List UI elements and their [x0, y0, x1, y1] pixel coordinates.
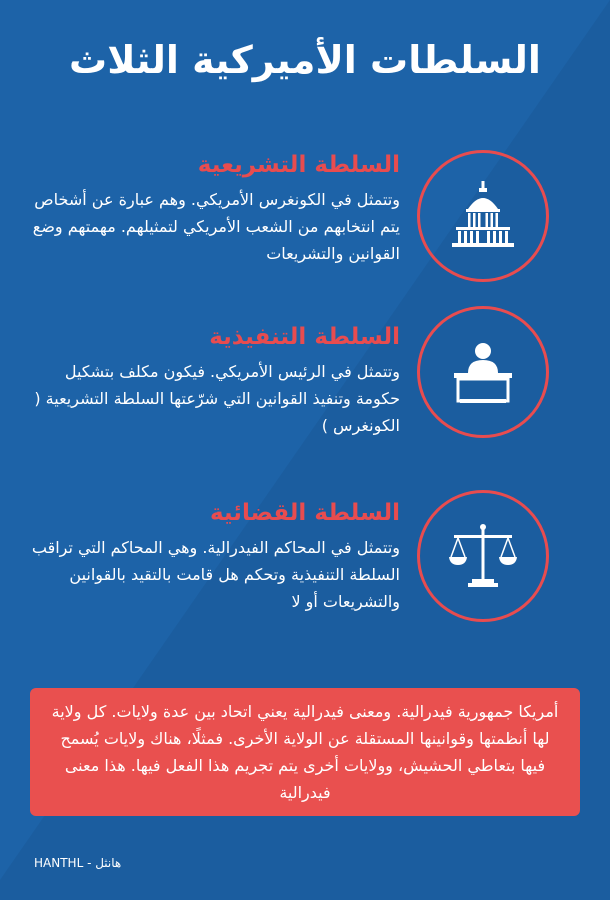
section-body: وتتمثل في الرئيس الأمريكي. فيكون مكلف بتشكيل حكومة وتنفيذ القوانين التي شرّعتها السلطة التشريعية ( الكونغرس ): [34, 362, 400, 435]
section-text: [30, 322, 400, 439]
section-body: وتتمثل في المحاكم الفيدرالية. وهي المحاكم التي تراقب السلطة التنفيذية وتحكم هل قامت بالتقيد بالقوانين والتشريعات أو لا: [31, 538, 400, 611]
federal-note-box: أمريكا جمهورية فيدرالية. ومعنى فيدرالية يعني اتحاد بين عدة ولايات. كل ولاية لها أنظمتها وقوانينها المستقلة عن الولاية الأخرى. فمثلًا، هناك ولايات يُسمح فيها بتعاطي الحشيش، وولايات أخرى يتم تجريم هذا الفعل فيها. هذا معنى فيدرالية: [30, 688, 580, 816]
credit-text: HANTHL - هانثل: [34, 856, 122, 870]
scales-of-justice-icon: [446, 519, 520, 593]
section-text: [30, 150, 400, 267]
page-title: السلطات الأميركية الثلاث: [69, 38, 541, 82]
section-icon-circle: [417, 150, 549, 282]
section-icon-circle: [417, 306, 549, 438]
section-title: السلطة التنفيذية: [209, 324, 400, 350]
section-text: [30, 498, 400, 615]
president-podium-icon: [446, 335, 520, 409]
section-body: وتتمثل في الكونغرس الأمريكي. وهم عبارة عن أشخاص يتم انتخابهم من الشعب الأمريكي لتمثيلهم. مهمتهم وضع القوانين والتشريعات: [32, 190, 400, 263]
capitol-building-icon: [446, 179, 520, 253]
section-title: السلطة القضائية: [209, 500, 400, 526]
section-title: السلطة التشريعية: [197, 152, 400, 178]
section-icon-circle: [417, 490, 549, 622]
